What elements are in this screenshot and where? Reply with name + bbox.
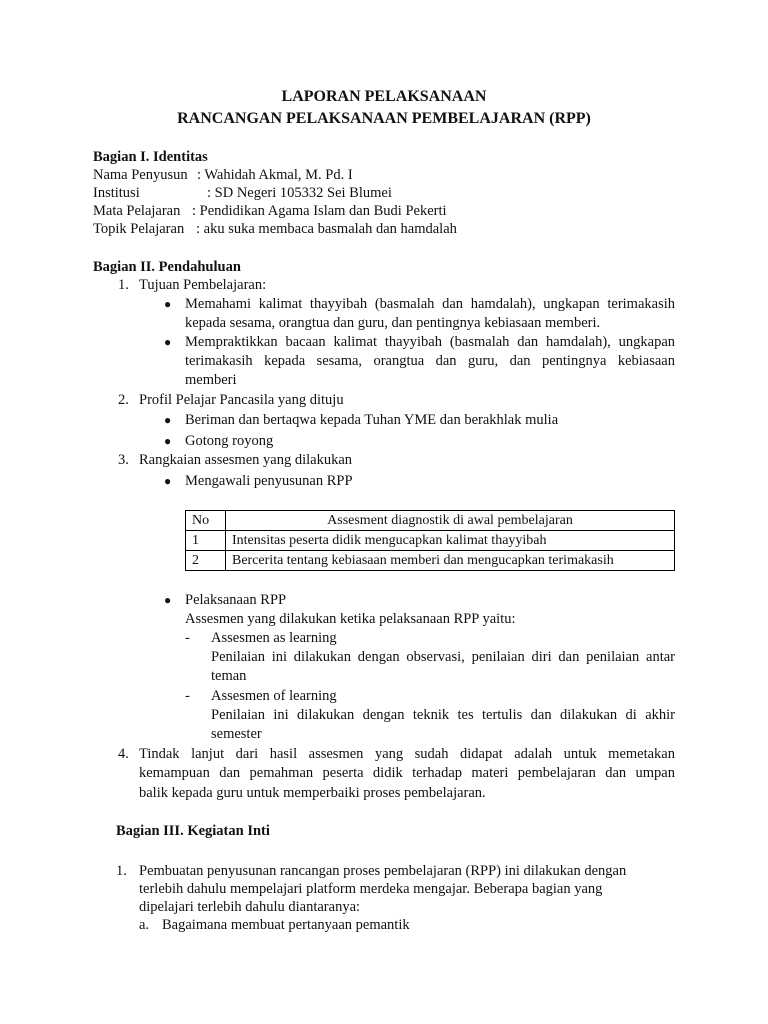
institusi-value: : SD Negeri 105332 Sei Blumei bbox=[207, 185, 392, 201]
list-number: 4. bbox=[118, 746, 129, 762]
dash-marker: - bbox=[185, 688, 190, 704]
table-cell-no: 2 bbox=[186, 551, 226, 571]
tujuan-bullet-2-line3: memberi bbox=[185, 372, 237, 388]
kegiatan-sub-a: Bagaimana membuat pertanyaan pemantik bbox=[162, 917, 410, 933]
table-header-desc: Assesment diagnostik di awal pembelajaran bbox=[226, 511, 675, 531]
profil-bullet-2: Gotong royong bbox=[185, 433, 274, 449]
kegiatan-item1-line3: dipelajari terlebih dahulu diantaranya: bbox=[139, 899, 361, 915]
assesment-table bbox=[185, 510, 675, 571]
section-kegiatan-heading: Bagian III. Kegiatan Inti bbox=[116, 823, 270, 839]
bullet-icon: ● bbox=[164, 593, 172, 607]
rangkaian-assesmen-title: Rangkaian assesmen yang dilakukan bbox=[139, 452, 353, 468]
table-header-no: No bbox=[186, 511, 226, 531]
table-header-row bbox=[186, 511, 675, 531]
bullet-icon: ● bbox=[164, 474, 172, 488]
list-number: 3. bbox=[118, 452, 129, 468]
bullet-icon: ● bbox=[164, 434, 172, 448]
bullet-icon: ● bbox=[164, 335, 172, 349]
pelaksanaan-rpp-text: Assesmen yang dilakukan ketika pelaksanaan RPP yaitu: bbox=[185, 611, 516, 627]
mata-pelajaran-value: : Pendidikan Agama Islam dan Budi Pekerti bbox=[192, 203, 447, 219]
kegiatan-item1-line2: terlebih dahulu mempelajari platform merdeka mengajar. Beberapa bagian yang bbox=[139, 881, 603, 897]
table-row bbox=[186, 531, 675, 551]
pelaksanaan-rpp-label: Pelaksanaan RPP bbox=[185, 592, 287, 608]
section-identitas-heading: Bagian I. Identitas bbox=[93, 149, 208, 165]
kegiatan-item1-line1: Pembuatan penyusunan rancangan proses pembelajaran (RPP) ini dilakukan dengan bbox=[139, 863, 627, 879]
tujuan-bullet-2-line1: Mempraktikkan bacaan kalimat thayyibah (basmalah dan hamdalah), ungkapan bbox=[185, 334, 675, 350]
section-pendahuluan-heading: Bagian II. Pendahuluan bbox=[93, 259, 241, 275]
topik-pelajaran-label: Topik Pelajaran bbox=[93, 221, 185, 237]
list-number: 2. bbox=[118, 392, 129, 408]
report-title-line2: RANCANGAN PELAKSANAAN PEMBELAJARAN (RPP) bbox=[177, 110, 591, 127]
table-cell-desc: Intensitas peserta didik mengucapkan kalimat thayyibah bbox=[226, 531, 675, 551]
assesmen-of-learning-line2: semester bbox=[211, 726, 262, 742]
sub-list-marker: a. bbox=[139, 917, 150, 933]
nama-penyusun-value: : Wahidah Akmal, M. Pd. I bbox=[197, 167, 353, 183]
table-cell-desc: Bercerita tentang kebiasaan memberi dan mengucapkan terimakasih bbox=[226, 551, 675, 571]
assesmen-of-learning-line1: Penilaian ini dilakukan dengan teknik tes tertulis dan dilakukan di akhir bbox=[211, 707, 675, 723]
list-number: 1. bbox=[116, 863, 127, 879]
tujuan-bullet-1-line2: kepada sesama, orangtua dan guru, dan pentingnya kebiasaan memberi. bbox=[185, 315, 601, 331]
tujuan-bullet-1-line1: Memahami kalimat thayyibah (basmalah dan hamdalah), ungkapan terimakasih bbox=[185, 296, 675, 312]
dash-marker: - bbox=[185, 630, 190, 646]
bullet-icon: ● bbox=[164, 413, 172, 427]
nama-penyusun-label: Nama Penyusun bbox=[93, 167, 188, 183]
topik-pelajaran-value: : aku suka membaca basmalah dan hamdalah bbox=[196, 221, 457, 237]
assesmen-as-learning-line1: Penilaian ini dilakukan dengan observasi, penilaian diri dan penilaian antar bbox=[211, 649, 675, 665]
mata-pelajaran-label: Mata Pelajaran bbox=[93, 203, 181, 219]
tujuan-pembelajaran-title: Tujuan Pembelajaran: bbox=[139, 277, 267, 293]
assesmen-of-learning-title: Assesmen of learning bbox=[211, 688, 337, 704]
report-title-line1: LAPORAN PELAKSANAAN bbox=[281, 88, 487, 105]
tindak-lanjut-line1: Tindak lanjut dari hasil assesmen yang sudah didapat adalah untuk memetakan bbox=[139, 746, 675, 762]
mengawali-rpp-label: Mengawali penyusunan RPP bbox=[185, 473, 353, 489]
table-row bbox=[186, 551, 675, 571]
profil-pelajar-title: Profil Pelajar Pancasila yang dituju bbox=[139, 392, 344, 408]
institusi-label: Institusi bbox=[93, 185, 140, 201]
tindak-lanjut-line3: balik kepada guru untuk memperbaiki proses pembelajaran. bbox=[139, 785, 486, 801]
profil-bullet-1: Beriman dan bertaqwa kepada Tuhan YME dan berakhlak mulia bbox=[185, 412, 559, 428]
assesmen-as-learning-title: Assesmen as learning bbox=[211, 630, 337, 646]
list-number: 1. bbox=[118, 277, 129, 293]
assesmen-as-learning-line2: teman bbox=[211, 668, 247, 684]
tujuan-bullet-2-line2: terimakasih kepada sesama, orangtua dan guru, dan pentingnya kebiasaan bbox=[185, 353, 675, 369]
bullet-icon: ● bbox=[164, 297, 172, 311]
table-cell-no: 1 bbox=[186, 531, 226, 551]
tindak-lanjut-line2: kemampuan dan pemahman peserta didik terhadap materi pembelajaran dan umpan bbox=[139, 765, 675, 781]
